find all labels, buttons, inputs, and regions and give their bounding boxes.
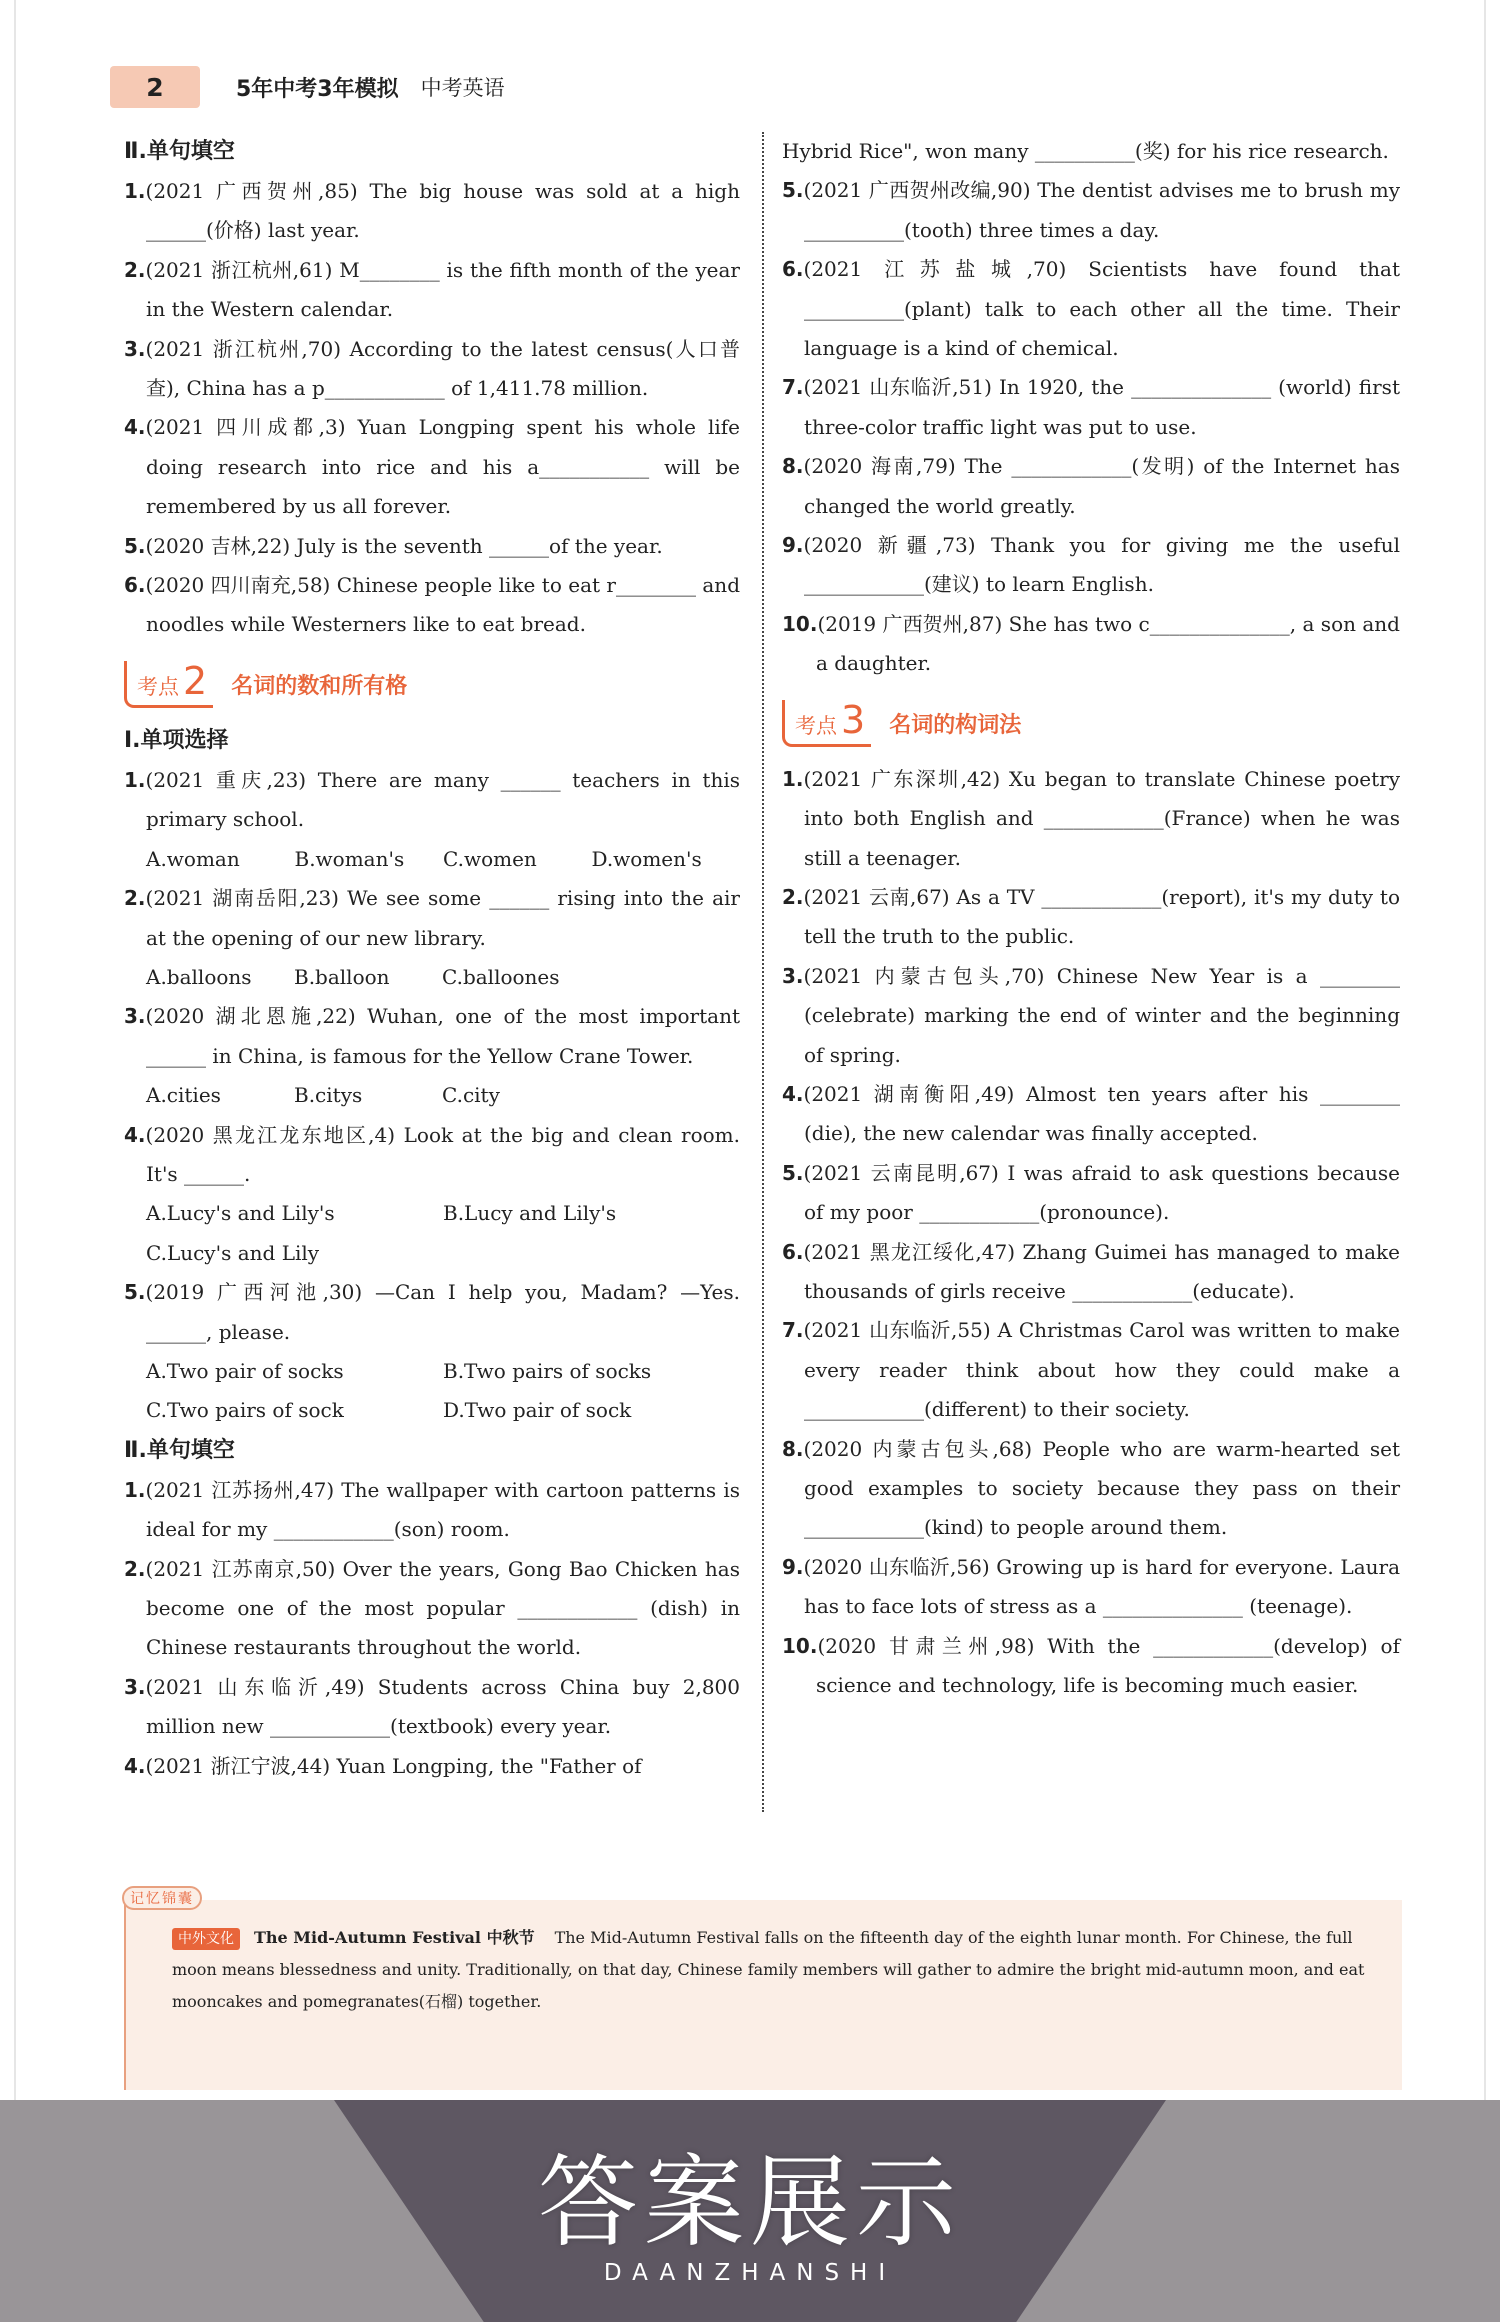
answer-options bbox=[124, 1194, 740, 1273]
question-list bbox=[782, 132, 1400, 684]
culture-tag: 中外文化 bbox=[172, 1928, 240, 1950]
question: 10.(2019 广西贺州,87) She has two c______________, a son and a daughter. bbox=[782, 611, 1400, 676]
question: 6.(2021 江苏盐城,70) Scientists have found that __________(plant) talk to each other all the time. Their language is a kind of chemical. bbox=[782, 257, 1400, 361]
topic-heading-3 bbox=[782, 692, 1400, 756]
banner-title: 答案展示 bbox=[538, 2144, 962, 2261]
culture-body: The Mid-Autumn Festival falls on the fifteenth day of the eighth lunar month. For Chinese, the full moon means blessedness and unity. Traditionally, on that day, Chinese family members will gather to admire the bright mid-autumn moon, and eat mooncakes and pomegranates(石榴) together. bbox=[172, 1928, 1365, 2011]
option: B.Lucy and Lily's bbox=[443, 1201, 617, 1226]
option: D.Two pair of sock bbox=[443, 1398, 632, 1423]
question: 8.(2020 海南,79) The ____________(发明) of the Internet has changed the world greatly. bbox=[782, 454, 1400, 518]
question: 7.(2021 山东临沂,51) In 1920, the ______________ (world) first three-color traffic light was put to use. bbox=[782, 375, 1400, 439]
question-list bbox=[782, 760, 1400, 1706]
option: C.women bbox=[443, 846, 537, 871]
answer-options bbox=[124, 1352, 740, 1431]
left-column bbox=[124, 132, 740, 1786]
section-heading: Ⅱ.单句填空 bbox=[124, 1437, 235, 1463]
answer-options bbox=[124, 840, 740, 879]
question: 9.(2020 新疆,73) Thank you for giving me the useful ____________(建议) to learn English. bbox=[782, 533, 1400, 597]
question-list bbox=[124, 761, 740, 1431]
question: 5.(2020 吉林,22) July is the seventh ______of the year. bbox=[124, 533, 663, 558]
option: B.Two pairs of socks bbox=[443, 1358, 652, 1383]
question: 1.(2021 广西贺州,85) The big house was sold at a high ______(价格) last year. bbox=[124, 179, 740, 243]
question: 4.(2021 四川成都,3) Yuan Longping spent his whole life doing research into rice and his a___________ will be remembered by us all forever. bbox=[124, 415, 740, 519]
topic-title: 名词的构词法 bbox=[889, 713, 1022, 739]
culture-title: The Mid-Autumn Festival 中秋节 bbox=[254, 1928, 535, 1947]
topic-badge: 考点 2 bbox=[124, 661, 213, 708]
option: A.Lucy's and Lily's bbox=[146, 1201, 335, 1226]
question: Hybrid Rice", won many __________(奖) for his rice research. bbox=[782, 139, 1389, 163]
option: A.woman bbox=[146, 846, 240, 871]
option: C.city bbox=[442, 1083, 500, 1108]
column-divider bbox=[762, 132, 764, 1812]
question: 1.(2021 广东深圳,42) Xu began to translate Chinese poetry into both English and ____________(France) when he was still a teenager. bbox=[782, 766, 1400, 870]
answer-options bbox=[124, 1076, 740, 1115]
question: 2.(2021 江苏南京,50) Over the years, Gong Bao Chicken has become one of the most popular ____________ (dish) in Chinese restaurants throughout the world. bbox=[124, 1556, 740, 1660]
question: 2.(2021 湖南岳阳,23) We see some ______ rising into the air at the opening of our new library. bbox=[124, 886, 740, 950]
option: A.cities bbox=[146, 1083, 221, 1108]
question: 4.(2021 湖南衡阳,49) Almost ten years after his ________ (die), the new calendar was finally accepted. bbox=[782, 1081, 1400, 1146]
question: 1.(2021 重庆,23) There are many ______ teachers in this primary school. bbox=[124, 767, 740, 832]
culture-note-box bbox=[124, 1891, 1402, 2090]
option: B.woman's bbox=[294, 846, 405, 871]
option: C.Two pairs of sock bbox=[146, 1398, 344, 1423]
question: 10.(2020 甘肃兰州,98) With the ____________(develop) of science and technology, life is becoming much easier. bbox=[782, 1633, 1400, 1698]
question: 2.(2021 浙江杭州,61) M________ is the fifth month of the year in the Western calendar. bbox=[124, 257, 740, 322]
question-list bbox=[124, 172, 740, 645]
page-header bbox=[110, 64, 505, 110]
question: 7.(2021 山东临沂,55) A Christmas Carol was written to make every reader think about how they could make a ____________(different) to their society. bbox=[782, 1318, 1400, 1422]
question: 5.(2021 云南昆明,67) I was afraid to ask questions because of my poor ____________(pronounce). bbox=[782, 1160, 1400, 1225]
right-column bbox=[782, 132, 1400, 1705]
culture-badge: 记忆锦囊 bbox=[122, 1886, 202, 1910]
option: B.balloon bbox=[294, 964, 390, 989]
series-title: 5年中考3年模拟 bbox=[236, 76, 399, 102]
answer-banner bbox=[0, 2100, 1500, 2322]
section-heading: Ⅰ.单项选择 bbox=[124, 727, 229, 753]
topic-heading-2 bbox=[124, 653, 740, 717]
subject-title: 中考英语 bbox=[420, 76, 505, 100]
option: C.Lucy's and Lily bbox=[146, 1240, 320, 1265]
question: 4.(2020 黑龙江龙东地区,4) Look at the big and clean room. It's ______. bbox=[124, 1122, 740, 1186]
workbook-page bbox=[14, 0, 1486, 2100]
option: C.balloones bbox=[442, 964, 560, 989]
page-number: 2 bbox=[110, 66, 200, 108]
option: A.Two pair of socks bbox=[146, 1358, 344, 1383]
question: 1.(2021 江苏扬州,47) The wallpaper with cartoon patterns is ideal for my ____________(son) room. bbox=[124, 1477, 740, 1542]
option: A.balloons bbox=[146, 964, 252, 989]
question: 9.(2020 山东临沂,56) Growing up is hard for everyone. Laura has to face lots of stress as a ______________ (teenage). bbox=[782, 1554, 1400, 1619]
question-list bbox=[124, 1471, 740, 1786]
question: 6.(2021 黑龙江绥化,47) Zhang Guimei has managed to make thousands of girls receive ____________(educate). bbox=[782, 1239, 1400, 1303]
question: 3.(2021 浙江杭州,70) According to the latest census(人口普查), China has a p____________ of 1,411.78 million. bbox=[124, 336, 740, 401]
question: 6.(2020 四川南充,58) Chinese people like to eat r________ and noodles while Westerners like to eat bread. bbox=[124, 573, 740, 637]
topic-title: 名词的数和所有格 bbox=[231, 674, 408, 700]
question: 8.(2020 内蒙古包头,68) People who are warm-hearted set good examples to society because they pass on their ____________(kind) to people around them. bbox=[782, 1436, 1400, 1540]
topic-badge: 考点 3 bbox=[782, 700, 871, 747]
culture-text bbox=[172, 1922, 1382, 2018]
question: 3.(2021 内蒙古包头,70) Chinese New Year is a ________ (celebrate) marking the end of winter and the beginning of spring. bbox=[782, 963, 1400, 1067]
question: 3.(2020 湖北恩施,22) Wuhan, one of the most important ______ in China, is famous for the Yellow Crane Tower. bbox=[124, 1004, 740, 1068]
section-heading: Ⅱ.单句填空 bbox=[124, 139, 235, 164]
question: 5.(2021 广西贺州改编,90) The dentist advises me to brush my __________(tooth) three times a day. bbox=[782, 178, 1400, 242]
question: 4.(2021 浙江宁波,44) Yuan Longping, the "Father of bbox=[124, 1753, 642, 1778]
option: B.citys bbox=[294, 1083, 363, 1108]
question: 5.(2019 广西河池,30) —Can I help you, Madam? —Yes. ______, please. bbox=[124, 1280, 740, 1344]
option: D.women's bbox=[591, 846, 702, 871]
answer-options bbox=[124, 958, 740, 997]
banner-subtitle: DAANZHANSHI bbox=[603, 2260, 897, 2286]
question: 3.(2021 山东临沂,49) Students across China buy 2,800 million new ____________(textbook) every year. bbox=[124, 1674, 740, 1739]
question: 2.(2021 云南,67) As a TV ____________(report), it's my duty to tell the truth to the public. bbox=[782, 884, 1400, 949]
